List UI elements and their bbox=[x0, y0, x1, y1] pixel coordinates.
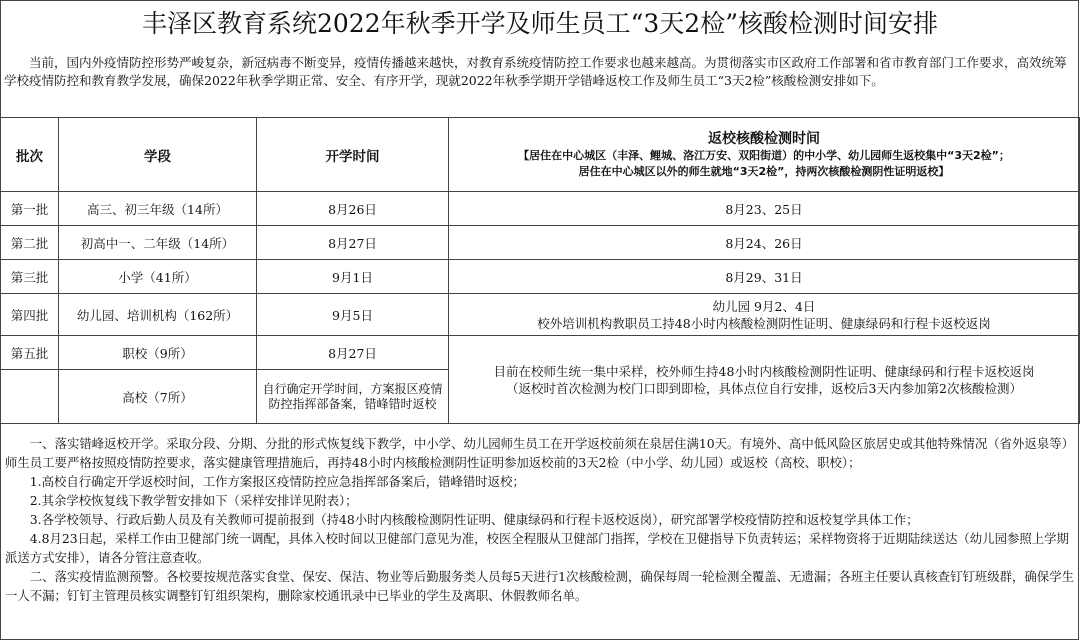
notes-item-1: 1.高校自行确定开学返校时间，工作方案报区疫情防控应急指挥部备案后，错峰错时返校； bbox=[29, 474, 525, 489]
row-batch: 第五批 bbox=[1, 336, 59, 370]
notes-paragraph-2: 二、落实疫情监测预警。各校要按规范落实食堂、保安、保洁、物业等后勤服务类人员每5天进行1次核酸检测，确保每周一轮检测全覆盖、无遗漏；各班主任要认真核查钉钉班级群，确保学生一人不漏；钉钉主管理员核实调整钉钉组织架构，删除家校通讯录中已毕业的学生及离职、休假教师名单。 bbox=[5, 569, 1074, 603]
row-test: 8月24、26日 bbox=[449, 226, 1080, 260]
row-start: 自行确定开学时间，方案报区疫情防控指挥部备案，错峰错时返校 bbox=[257, 370, 449, 424]
table-row bbox=[1, 336, 1080, 370]
row-grade: 小学（41所） bbox=[59, 260, 257, 294]
table-row bbox=[1, 294, 1080, 336]
notes-item-2: 2.其余学校恢复线下教学暂安排如下（采样安排详见附表）； bbox=[29, 493, 358, 508]
row-batch bbox=[1, 370, 59, 424]
notes-item-4: 4.8月23日起，采样工作由卫健部门统一调配，具体入校时间以卫健部门意见为准，校医全程服从卫健部门指挥，学校在卫健指导下负责转运；采样物资将于近期陆续送达（幼儿园参照上学期派送方式安排），请各分管注意查收。 bbox=[5, 531, 1069, 565]
table-header-row bbox=[1, 118, 1080, 192]
row-test-line-1: 目前在校师生统一集中采样，校外师生持48小时内核酸检测阴性证明、健康绿码和行程卡返校返岗 bbox=[493, 363, 1035, 379]
row-start: 8月27日 bbox=[257, 226, 449, 260]
header-test-note-2: 居住在中心城区以外的师生就地“3天2检”，持两次核酸检测阴性证明返校】 bbox=[578, 164, 950, 178]
row-start: 8月27日 bbox=[257, 336, 449, 370]
row-batch: 第二批 bbox=[1, 226, 59, 260]
notes-item-3: 3.各学校领导、行政后勤人员及有关教师可提前报到（持48小时内核酸检测阴性证明、健康绿码和行程卡返校返岗），研究部署学校疫情防控和返校复学具体工作； bbox=[29, 512, 919, 527]
header-batch: 批次 bbox=[1, 118, 59, 192]
table-row bbox=[1, 192, 1080, 226]
table-row bbox=[1, 226, 1080, 260]
table-row bbox=[1, 260, 1080, 294]
row-batch: 第一批 bbox=[1, 192, 59, 226]
row-start: 9月5日 bbox=[257, 294, 449, 336]
schedule-table bbox=[0, 117, 1080, 424]
row-start: 8月26日 bbox=[257, 192, 449, 226]
header-grade: 学段 bbox=[59, 118, 257, 192]
header-test-title: 返校核酸检测时间 bbox=[708, 130, 820, 147]
row-grade: 高校（7所） bbox=[59, 370, 257, 424]
row-grade: 职校（9所） bbox=[59, 336, 257, 370]
row-test-merged bbox=[449, 336, 1080, 424]
row-grade: 初高中一、二年级（14所） bbox=[59, 226, 257, 260]
row-grade: 高三、初三年级（14所） bbox=[59, 192, 257, 226]
intro-paragraph: 当前，国内外疫情防控形势严峻复杂，新冠病毒不断变异，疫情传播越来越快，对教育系统疫情防控工作要求也越来越高。为贯彻落实市区政府工作部署和省市教育部门工作要求，高效统筹学校疫情防控和教育教学发展，确保2022年秋季学期正常、安全、有序开学，现就2022年秋季学期开学错峰返校工作及师生员工“3天2检”核酸检测安排如下。 bbox=[4, 55, 1067, 88]
row-grade: 幼儿园、培训机构（162所） bbox=[59, 294, 257, 336]
row-test: 8月23、25日 bbox=[449, 192, 1080, 226]
row-test: 8月29、31日 bbox=[449, 260, 1080, 294]
row-batch: 第三批 bbox=[1, 260, 59, 294]
header-start-time: 开学时间 bbox=[257, 118, 449, 192]
row-test bbox=[449, 294, 1080, 336]
row-test-line-2: 校外培训机构教职员工持48小时内核酸检测阴性证明、健康绿码和行程卡返校返岗 bbox=[537, 315, 991, 331]
row-start: 9月1日 bbox=[257, 260, 449, 294]
row-batch: 第四批 bbox=[1, 294, 59, 336]
notes-paragraph-1: 一、落实错峰返校开学。采取分段、分期、分批的形式恢复线下教学，中小学、幼儿园师生员工在开学返校前须在泉居住满10天。有境外、高中低风险区旅居史或其他特殊情况（省外返泉等）师生员工要严格按照疫情防控要求，落实健康管理措施后，再持48小时内核酸检测阴性证明参加返校前的3天2检（中小学、幼儿园）或返校（高校、职校）； bbox=[5, 436, 1074, 470]
row-test-line-1: 幼儿园 9月2、4日 bbox=[712, 298, 816, 314]
header-test-note-1: 【居住在中心城区（丰泽、鲤城、洛江万安、双阳街道）的中小学、幼儿园师生返校集中“3天2检”； bbox=[518, 148, 1010, 162]
notes-section bbox=[0, 424, 1079, 640]
row-test-line-2: （返校时首次检测为校门口即到即检，具体点位自行安排，返校后3天内参加第2次核酸检测） bbox=[506, 380, 1022, 396]
document-title: 丰泽区教育系统2022年秋季开学及师生员工“3天2检”核酸检测时间安排 bbox=[142, 9, 938, 38]
header-test-time bbox=[449, 118, 1080, 192]
